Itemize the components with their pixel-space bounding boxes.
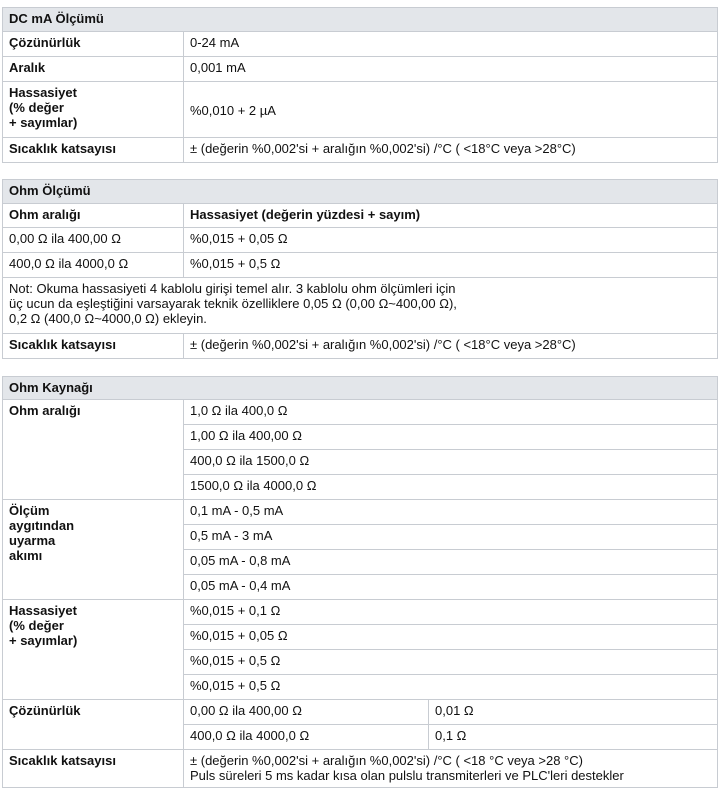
ohm-range-value: 1500,0 Ω ila 4000,0 Ω — [184, 475, 718, 500]
ohm-range-cell: 0,00 Ω ila 400,00 Ω — [3, 228, 184, 253]
accuracy-value: %0,010 + 2 µA — [184, 82, 718, 138]
accuracy-label-line: (% değer — [9, 100, 64, 115]
ohm-range-label: Ohm aralığı — [3, 400, 184, 500]
ohm-range-cell: 400,0 Ω ila 4000,0 Ω — [3, 253, 184, 278]
temp-coef-label: Sıcaklık katsayısı — [3, 138, 184, 163]
accuracy-label-line: + sayımlar) — [9, 633, 78, 648]
accuracy-label-line: + sayımlar) — [9, 115, 78, 130]
accuracy-label — [3, 600, 184, 700]
excitation-label — [3, 500, 184, 600]
excitation-label-line: uyarma — [9, 533, 56, 548]
resolution-value: 0,01 Ω — [429, 700, 718, 725]
ohm-measurement-title: Ohm Ölçümü — [3, 180, 718, 204]
temp-coef-value: ± (değerin %0,002'si + aralığın %0,002'si) /°C ( <18°C veya >28°C) — [184, 138, 718, 163]
accuracy-header: Hassasiyet (değerin yüzdesi + sayım) — [184, 204, 718, 228]
resolution-label: Çözünürlük — [3, 32, 184, 57]
ohm-measurement-table — [2, 179, 718, 359]
ohm-source-title: Ohm Kaynağı — [3, 377, 718, 400]
temp-coef-value — [184, 750, 718, 788]
range-label: Aralık — [3, 57, 184, 82]
note-line: üç ucun da eşleştiğini varsayarak teknik özelliklere 0,05 Ω (0,00 Ω~400,00 Ω), — [9, 296, 457, 311]
resolution-range: 400,0 Ω ila 4000,0 Ω — [184, 725, 429, 750]
accuracy-value: %0,015 + 0,05 Ω — [184, 625, 718, 650]
temp-coef-line: ± (değerin %0,002'si + aralığın %0,002'si) /°C ( <18 °C veya >28 °C) — [190, 753, 583, 768]
accuracy-label-line: Hassasiyet — [9, 603, 77, 618]
note-line: Not: Okuma hassasiyeti 4 kablolu girişi temel alır. 3 kablolu ohm ölçümleri için — [9, 281, 456, 296]
excitation-value: 0,05 mA - 0,8 mA — [184, 550, 718, 575]
ohm-range-header: Ohm aralığı — [3, 204, 184, 228]
ohm-source-table — [2, 376, 718, 788]
resolution-value: 0-24 mA — [184, 32, 718, 57]
dc-ma-table — [2, 7, 718, 163]
note-line: 0,2 Ω (400,0 Ω~4000,0 Ω) ekleyin. — [9, 311, 207, 326]
accuracy-value: %0,015 + 0,5 Ω — [184, 650, 718, 675]
accuracy-cell: %0,015 + 0,05 Ω — [184, 228, 718, 253]
temp-coef-label: Sıcaklık katsayısı — [3, 750, 184, 788]
ohm-range-value: 1,00 Ω ila 400,00 Ω — [184, 425, 718, 450]
range-value: 0,001 mA — [184, 57, 718, 82]
temp-coef-line: Puls süreleri 5 ms kadar kısa olan pulslu transmiterleri ve PLC'leri destekler — [190, 768, 624, 783]
resolution-label: Çözünürlük — [3, 700, 184, 750]
excitation-label-line: akımı — [9, 548, 43, 563]
note — [3, 278, 718, 334]
excitation-label-line: Ölçüm — [9, 503, 50, 518]
temp-coef-value: ± (değerin %0,002'si + aralığın %0,002'si) /°C ( <18°C veya >28°C) — [184, 334, 718, 359]
excitation-value: 0,05 mA - 0,4 mA — [184, 575, 718, 600]
accuracy-label-line: Hassasiyet — [9, 85, 77, 100]
excitation-value: 0,1 mA - 0,5 mA — [184, 500, 718, 525]
resolution-range: 0,00 Ω ila 400,00 Ω — [184, 700, 429, 725]
accuracy-value: %0,015 + 0,5 Ω — [184, 675, 718, 700]
resolution-value: 0,1 Ω — [429, 725, 718, 750]
ohm-range-value: 1,0 Ω ila 400,0 Ω — [184, 400, 718, 425]
accuracy-value: %0,015 + 0,1 Ω — [184, 600, 718, 625]
excitation-value: 0,5 mA - 3 mA — [184, 525, 718, 550]
accuracy-label-line: (% değer — [9, 618, 64, 633]
accuracy-cell: %0,015 + 0,5 Ω — [184, 253, 718, 278]
dc-ma-title: DC mA Ölçümü — [3, 8, 718, 32]
accuracy-label — [3, 82, 184, 138]
ohm-range-value: 400,0 Ω ila 1500,0 Ω — [184, 450, 718, 475]
temp-coef-label: Sıcaklık katsayısı — [3, 334, 184, 359]
excitation-label-line: aygıtından — [9, 518, 75, 533]
